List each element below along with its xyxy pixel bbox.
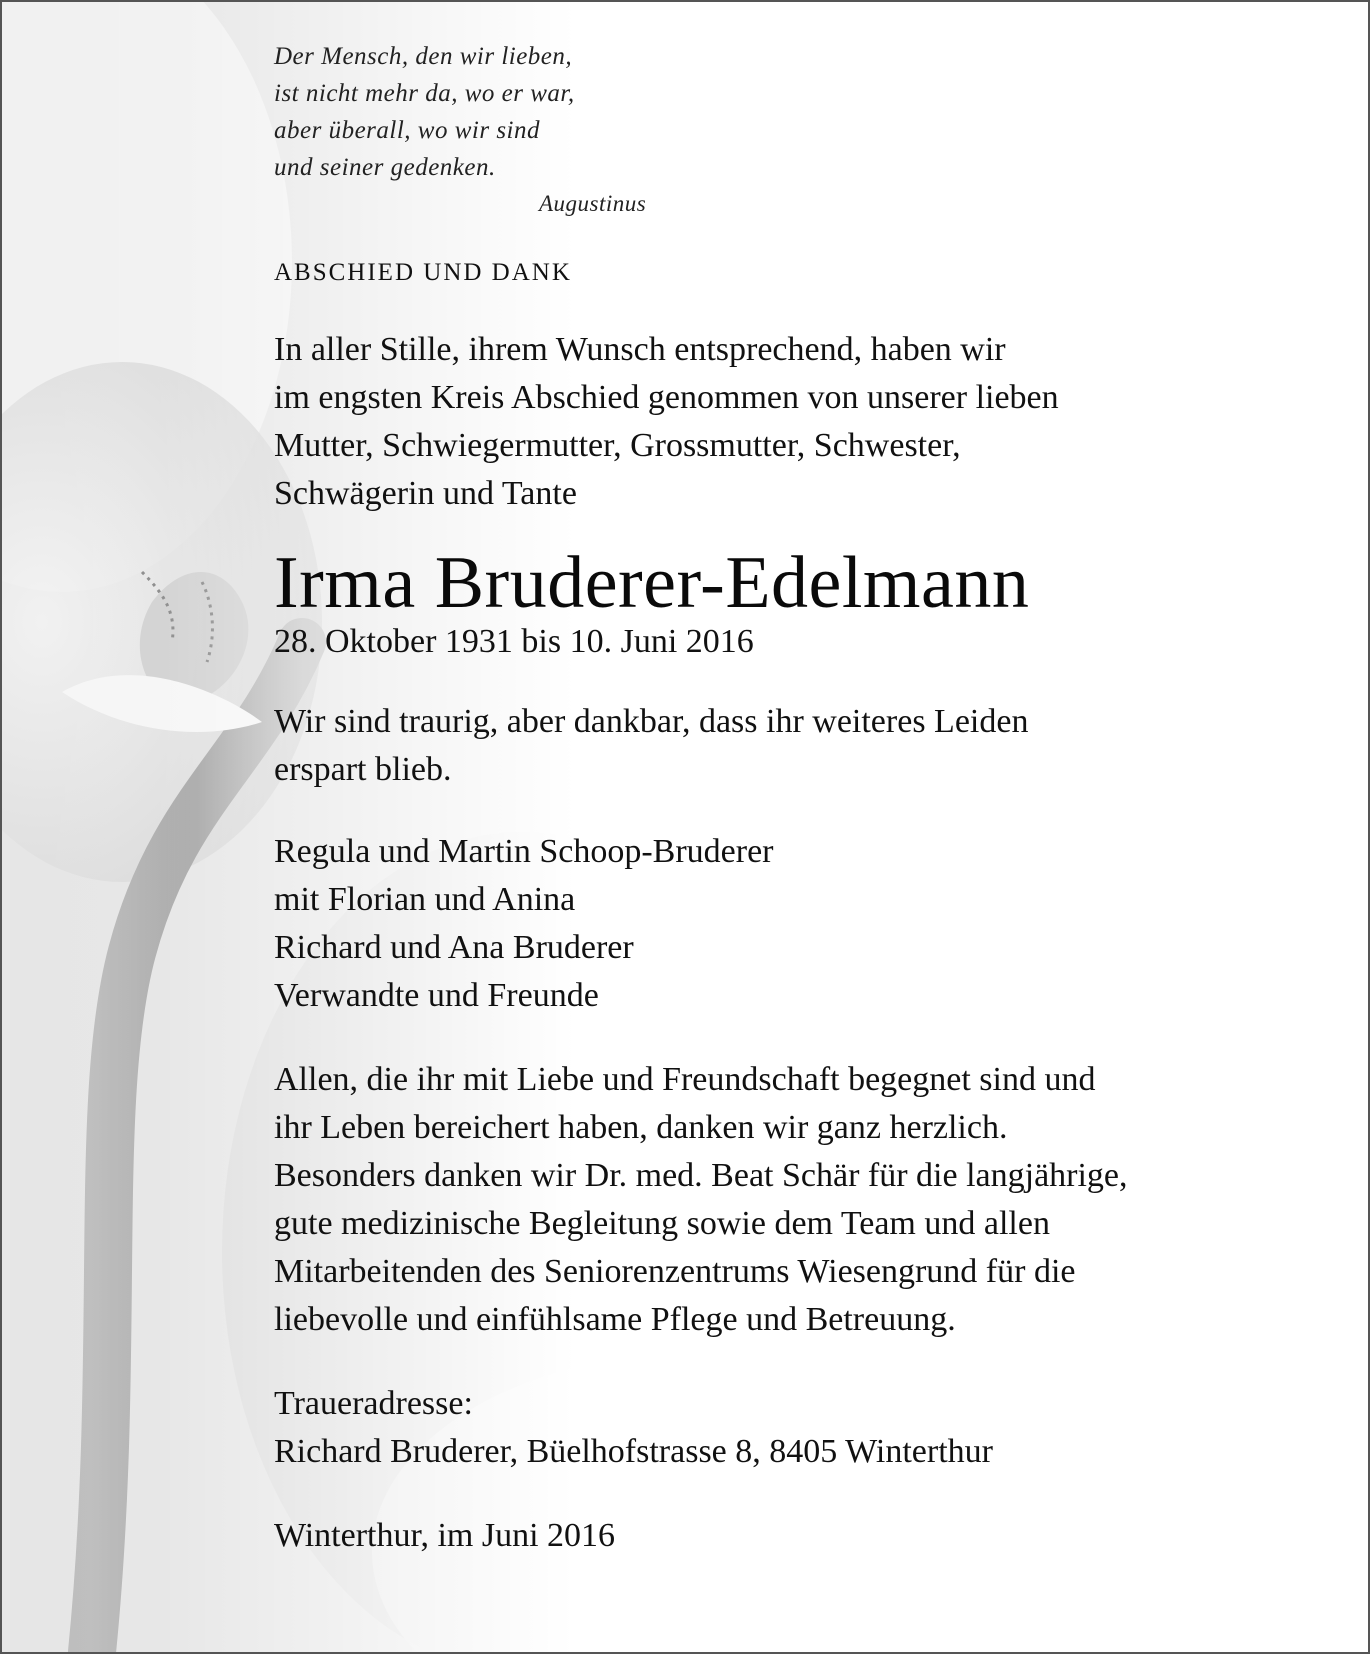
family-member: Regula und Martin Schoop-Bruderer [274, 833, 774, 870]
deceased-name: Irma Bruderer-Edelmann [274, 542, 1030, 624]
text-line: im engsten Kreis Abschied genommen von unserer lieben [274, 379, 1059, 416]
text-line: Mitarbeitenden des Seniorenzentrums Wiesengrund für die [274, 1253, 1076, 1290]
memorial-quote [274, 38, 1334, 222]
text-line: gute medizinische Begleitung sowie dem Team und allen [274, 1205, 1050, 1242]
quote-line: ist nicht mehr da, wo er war, [274, 80, 575, 107]
text-line: ihr Leben bereichert haben, danken wir ganz herzlich. [274, 1109, 1008, 1146]
quote-line: Der Mensch, den wir lieben, [274, 43, 573, 70]
life-dates: 28. Oktober 1931 bis 10. Juni 2016 [274, 623, 754, 660]
intro-paragraph [274, 326, 1334, 518]
quote-author: Augustinus [539, 191, 647, 216]
text-line: Schwägerin und Tante [274, 475, 577, 512]
text-line: erspart blieb. [274, 751, 452, 788]
text-line: Besonders danken wir Dr. med. Beat Schär für die langjährige, [274, 1157, 1128, 1194]
section-heading: ABSCHIED UND DANK [274, 259, 572, 286]
text-line: Wir sind traurig, aber dankbar, dass ihr weiteres Leiden [274, 703, 1029, 740]
text-line: In aller Stille, ihrem Wunsch entsprechend, haben wir [274, 331, 1006, 368]
quote-line: aber überall, wo wir sind [274, 117, 540, 144]
thanks-paragraph [274, 1056, 1334, 1344]
notice-content [274, 38, 1334, 1560]
text-line: Mutter, Schwiegermutter, Grossmutter, Schwester, [274, 427, 961, 464]
family-member: Verwandte und Freunde [274, 977, 599, 1014]
family-list [274, 828, 1334, 1020]
quote-line: und seiner gedenken. [274, 154, 496, 181]
text-line: liebevolle und einfühlsame Pflege und Betreuung. [274, 1301, 956, 1338]
address-value: Richard Bruderer, Büelhofstrasse 8, 8405 Winterthur [274, 1433, 993, 1470]
sorrow-paragraph [274, 698, 1334, 794]
family-member: mit Florian und Anina [274, 881, 576, 918]
place-and-date: Winterthur, im Juni 2016 [274, 1517, 616, 1554]
text-line: Allen, die ihr mit Liebe und Freundschaft begegnet sind und [274, 1061, 1096, 1098]
mourning-address [274, 1380, 1334, 1476]
family-member: Richard und Ana Bruderer [274, 929, 634, 966]
address-label: Traueradresse: [274, 1385, 473, 1422]
